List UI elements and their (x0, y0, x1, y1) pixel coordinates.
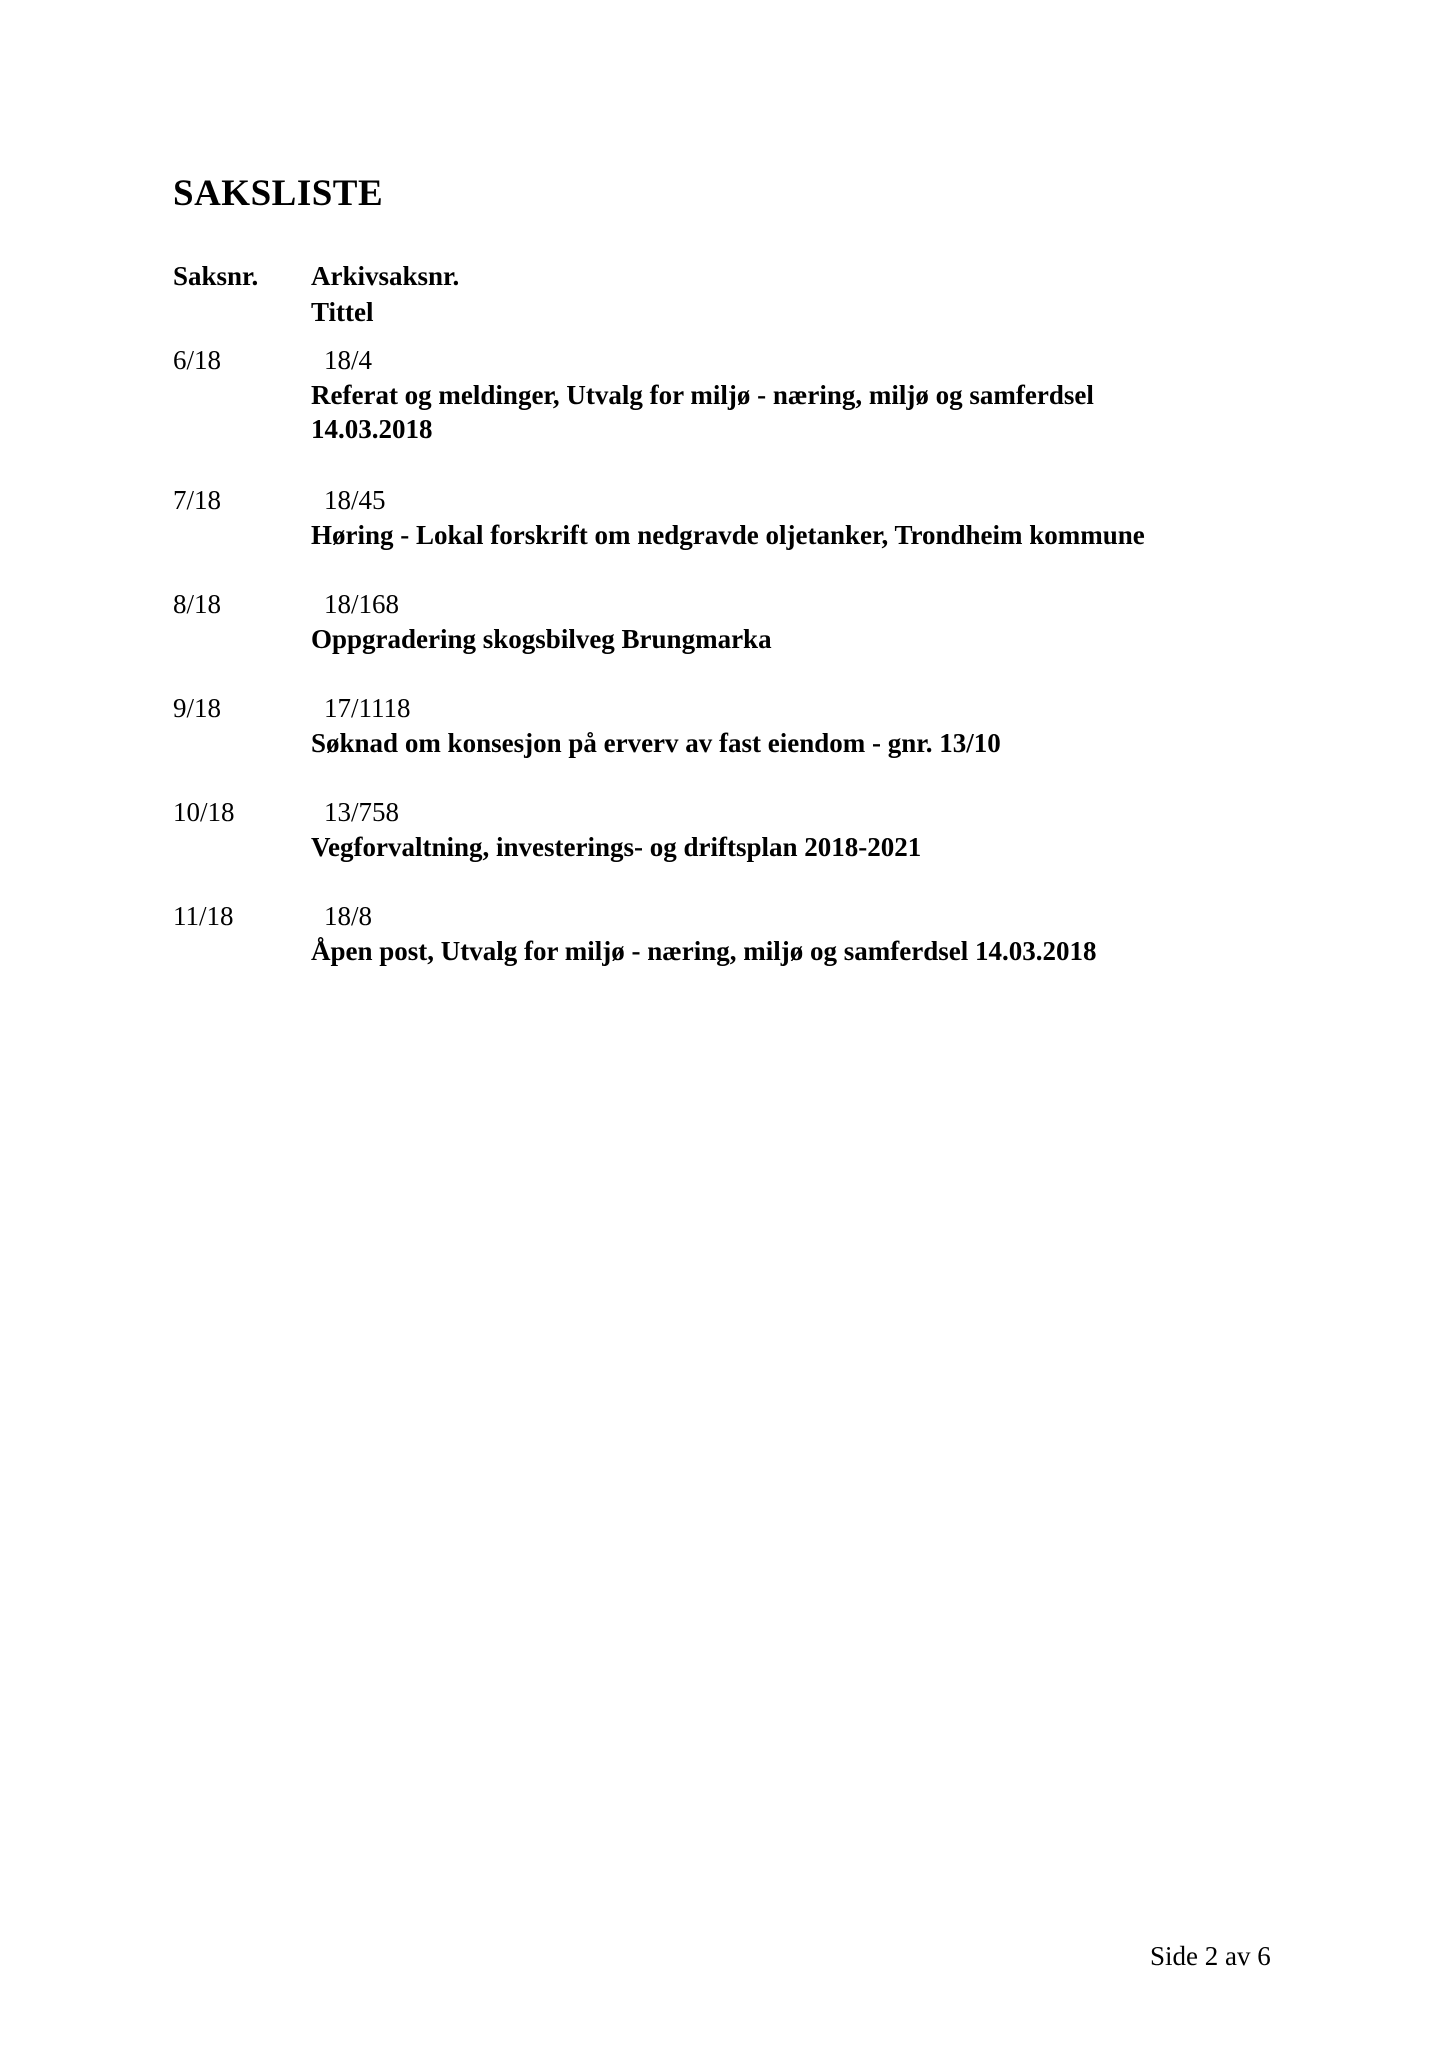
arkivsaksnr: 18/8 (324, 901, 373, 931)
column-header-saksnr: Saksnr. (173, 261, 259, 291)
saksnr: 8/18 (173, 589, 222, 619)
item-title: Åpen post, Utvalg for miljø - næring, miljø og samferdsel 14.03.2018 (311, 936, 1097, 966)
item-title: Søknad om konsesjon på erverv av fast eiendom - gnr. 13/10 (311, 728, 1001, 758)
arkivsaksnr: 18/168 (324, 589, 400, 619)
arkivsaksnr: 17/1118 (324, 693, 411, 723)
arkivsaksnr: 18/45 (324, 485, 386, 515)
saksnr: 10/18 (173, 797, 235, 827)
saksnr: 6/18 (173, 345, 222, 375)
page-title: SAKSLISTE (173, 173, 384, 214)
column-header-arkivsaksnr: Arkivsaksnr. (311, 261, 460, 291)
saksnr: 7/18 (173, 485, 222, 515)
item-title: Referat og meldinger, Utvalg for miljø - næring, miljø og samferdsel (311, 380, 1094, 410)
saksnr: 11/18 (173, 901, 234, 931)
arkivsaksnr: 18/4 (324, 345, 373, 375)
item-title-continued: 14.03.2018 (311, 414, 433, 444)
saksnr: 9/18 (173, 693, 222, 723)
page-number: Side 2 av 6 (1150, 1941, 1271, 1971)
column-header-tittel: Tittel (311, 297, 374, 327)
item-title: Høring - Lokal forskrift om nedgravde oljetanker, Trondheim kommune (311, 520, 1145, 550)
arkivsaksnr: 13/758 (324, 797, 400, 827)
item-title: Vegforvaltning, investerings- og driftsplan 2018-2021 (311, 832, 922, 862)
item-title: Oppgradering skogsbilveg Brungmarka (311, 624, 772, 654)
